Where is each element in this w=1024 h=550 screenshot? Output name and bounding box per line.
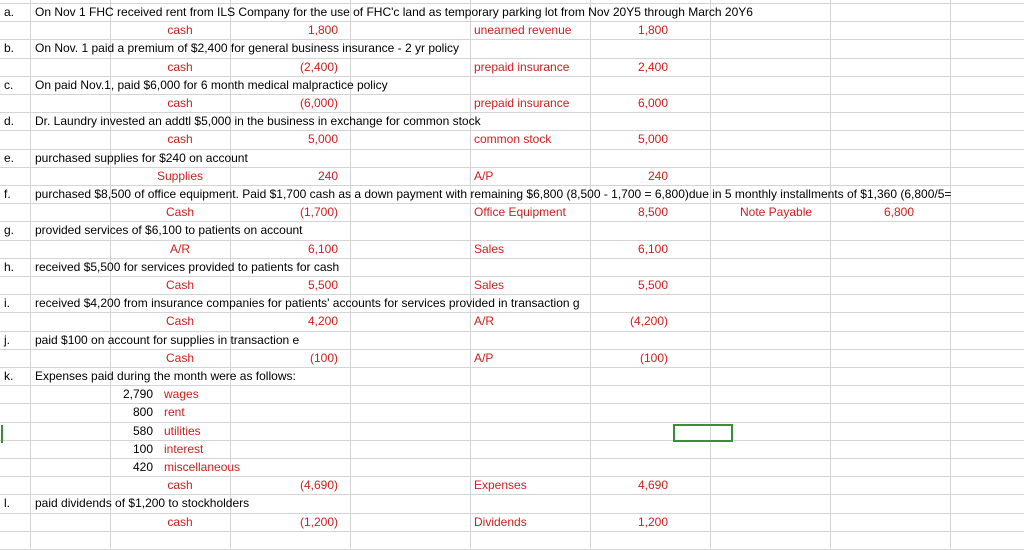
expense-name-cell[interactable]: miscellaneous (164, 460, 241, 474)
credit-amount-cell[interactable]: 6,000 (637, 96, 668, 110)
debit-amount-cell[interactable]: 1,800 (307, 23, 338, 37)
debit-amount-cell[interactable]: 5,000 (307, 132, 338, 146)
credit-account-cell[interactable]: common stock (474, 132, 552, 146)
debit-amount-cell[interactable]: (1,700) (299, 205, 338, 219)
expense-name-cell[interactable]: wages (164, 387, 199, 401)
debit-amount-cell[interactable]: (6,000) (299, 96, 338, 110)
description-cell[interactable]: paid dividends of $1,200 to stockholders (35, 496, 250, 510)
description-cell[interactable]: On paid Nov.1, paid $6,000 for 6 month medical malpractice policy (35, 78, 388, 92)
debit-amount-cell[interactable]: (2,400) (299, 60, 338, 74)
debit-account-cell[interactable]: cash (167, 96, 193, 110)
credit-account-cell[interactable]: A/P (474, 169, 494, 183)
credit-account-cell[interactable]: A/P (474, 351, 494, 365)
debit-account-cell[interactable]: Cash (165, 314, 194, 328)
credit-amount-cell[interactable]: 8,500 (637, 205, 668, 219)
credit-amount-cell[interactable]: (100) (639, 351, 668, 365)
expense-name-cell[interactable]: utilities (164, 424, 201, 438)
grid-column-line (710, 0, 711, 548)
debit-account-cell[interactable]: Cash (165, 278, 194, 292)
debit-account-cell[interactable]: Cash (165, 351, 194, 365)
debit-amount-cell[interactable]: 6,100 (307, 242, 338, 256)
debit-account-cell[interactable]: A/R (169, 242, 190, 256)
credit-account-cell[interactable]: Sales (474, 278, 505, 292)
grid-column-line (590, 0, 591, 548)
transaction-label-cell[interactable]: c. (4, 78, 14, 92)
transaction-label-cell[interactable]: i. (4, 296, 10, 310)
description-cell[interactable]: purchased supplies for $240 on account (35, 151, 248, 165)
transaction-label-cell[interactable]: j. (4, 333, 10, 347)
extra-account-cell[interactable]: Note Payable (740, 205, 813, 219)
expense-amount-cell[interactable]: 580 (132, 424, 153, 438)
credit-amount-cell[interactable]: 1,200 (637, 515, 668, 529)
credit-amount-cell[interactable]: 5,500 (637, 278, 668, 292)
transaction-label-cell[interactable]: k. (4, 369, 14, 383)
extra-amount-cell[interactable]: 6,800 (883, 205, 914, 219)
grid-row-line (0, 385, 1024, 386)
grid-column-line (470, 0, 471, 548)
credit-account-cell[interactable]: unearned revenue (474, 23, 572, 37)
grid-column-line (30, 0, 31, 548)
debit-account-cell[interactable]: cash (167, 60, 193, 74)
debit-account-cell[interactable]: Cash (165, 205, 194, 219)
expense-amount-cell[interactable]: 420 (132, 460, 153, 474)
grid-row-line (0, 403, 1024, 404)
debit-account-cell[interactable]: cash (167, 23, 193, 37)
grid-row-line (0, 458, 1024, 459)
credit-amount-cell[interactable]: 240 (647, 169, 668, 183)
credit-account-cell[interactable]: Dividends (474, 515, 527, 529)
expense-amount-cell[interactable]: 100 (132, 442, 153, 456)
credit-account-cell[interactable]: prepaid insurance (474, 60, 570, 74)
debit-amount-cell[interactable]: 4,200 (307, 314, 338, 328)
debit-account-cell[interactable]: cash (167, 132, 193, 146)
credit-account-cell[interactable]: Sales (474, 242, 505, 256)
grid-row-line (0, 440, 1024, 441)
description-cell[interactable]: On Nov 1 FHC received rent from ILS Company for the use of FHC'c land as temporary parking lot from Nov 20Y5 through March 20Y6 (35, 5, 753, 19)
credit-account-cell[interactable]: Expenses (474, 478, 527, 492)
debit-amount-cell[interactable]: 240 (317, 169, 338, 183)
description-cell[interactable]: provided services of $6,100 to patients on account (35, 223, 303, 237)
transaction-label-cell[interactable]: h. (4, 260, 15, 274)
transaction-label-cell[interactable]: f. (4, 187, 11, 201)
credit-amount-cell[interactable]: 1,800 (637, 23, 668, 37)
expense-name-cell[interactable]: interest (164, 442, 204, 456)
row-selection-marker (1, 425, 3, 443)
credit-amount-cell[interactable]: 6,100 (637, 242, 668, 256)
grid-column-line (830, 0, 831, 548)
transaction-label-cell[interactable]: a. (4, 5, 15, 19)
description-cell[interactable]: received $5,500 for services provided to patients for cash (35, 260, 340, 274)
expense-amount-cell[interactable]: 800 (132, 405, 153, 419)
expense-name-cell[interactable]: rent (164, 405, 185, 419)
selected-cell[interactable] (673, 424, 733, 442)
transaction-label-cell[interactable]: g. (4, 223, 15, 237)
debit-account-cell[interactable]: cash (167, 478, 193, 492)
debit-amount-cell[interactable]: 5,500 (307, 278, 338, 292)
description-cell[interactable]: purchased $8,500 of office equipment. Paid $1,700 cash as a down payment with remaining $6,800 (8,500 - 1,700 = 6,800)due in 5 monthly installments of $1,360 (6,800/5= (35, 187, 952, 201)
credit-amount-cell[interactable]: 5,000 (637, 132, 668, 146)
transaction-label-cell[interactable]: e. (4, 151, 15, 165)
description-cell[interactable]: paid $100 on account for supplies in transaction e (35, 333, 300, 347)
credit-amount-cell[interactable]: 4,690 (637, 478, 668, 492)
debit-amount-cell[interactable]: (4,690) (299, 478, 338, 492)
grid-column-line (950, 0, 951, 548)
grid-row-line (0, 422, 1024, 423)
transaction-label-cell[interactable]: d. (4, 114, 15, 128)
credit-account-cell[interactable]: Office Equipment (474, 205, 566, 219)
credit-account-cell[interactable]: A/R (474, 314, 495, 328)
transaction-label-cell[interactable]: l. (4, 496, 10, 510)
transaction-label-cell[interactable]: b. (4, 41, 15, 55)
description-cell[interactable]: Dr. Laundry invested an addtl $5,000 in the business in exchange for common stock (35, 114, 481, 128)
description-cell[interactable]: Expenses paid during the month were as follows: (35, 369, 296, 383)
credit-amount-cell[interactable]: (4,200) (629, 314, 668, 328)
debit-account-cell[interactable]: Supplies (156, 169, 204, 183)
debit-account-cell[interactable]: cash (167, 515, 193, 529)
expense-amount-cell[interactable]: 2,790 (122, 387, 153, 401)
description-cell[interactable]: On Nov. 1 paid a premium of $2,400 for general business insurance - 2 yr policy (35, 41, 459, 55)
credit-amount-cell[interactable]: 2,400 (637, 60, 668, 74)
credit-account-cell[interactable]: prepaid insurance (474, 96, 570, 110)
debit-amount-cell[interactable]: (1,200) (299, 515, 338, 529)
grid-row-line (0, 531, 1024, 532)
description-cell[interactable]: received $4,200 from insurance companies for patients' accounts for services provided in transaction g (35, 296, 580, 310)
debit-amount-cell[interactable]: (100) (309, 351, 338, 365)
